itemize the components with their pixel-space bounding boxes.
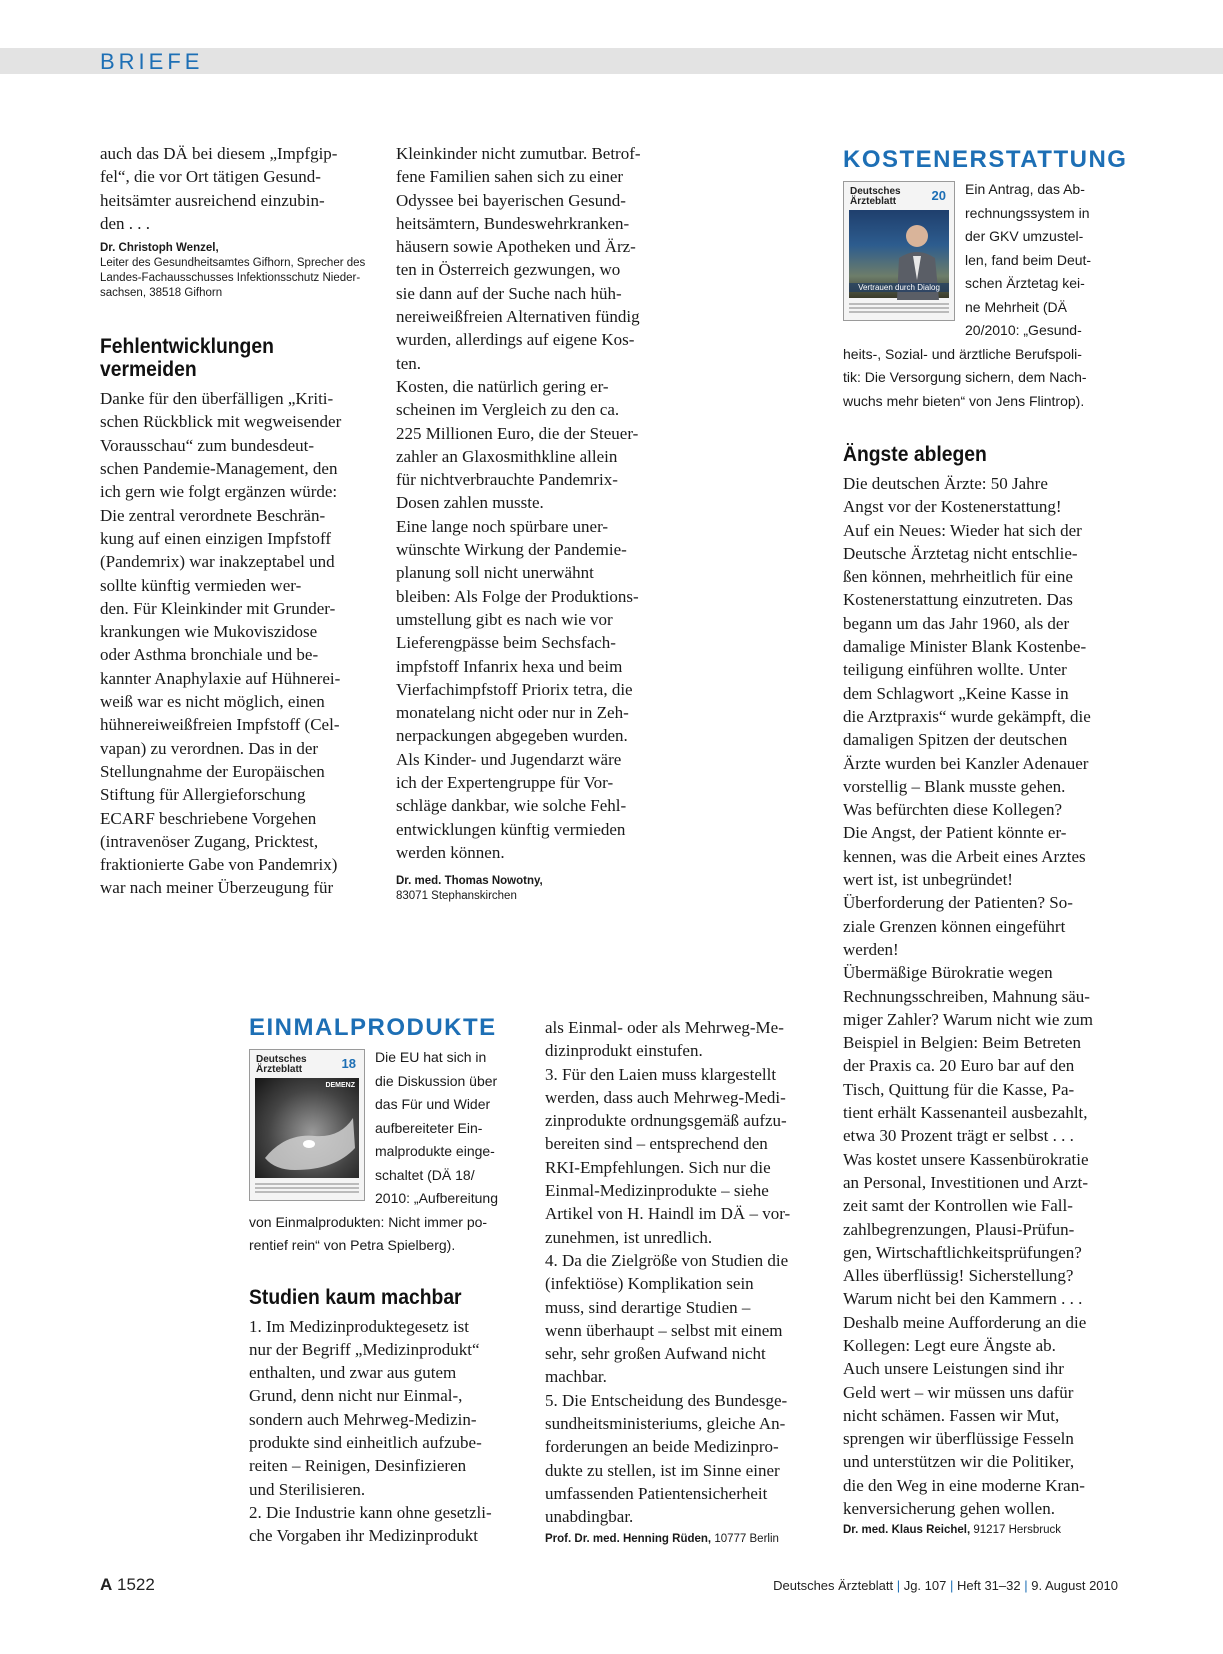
letter-heading-aengste: Ängste ablegen	[843, 443, 987, 466]
cover-issue-number: 18	[341, 1056, 356, 1071]
magazine-cover-18	[249, 1049, 365, 1201]
separator: |	[949, 1578, 954, 1593]
author-name: Dr. Christoph Wenzel,	[100, 242, 219, 255]
author-name: Dr. med. Klaus Reichel,	[843, 1524, 971, 1537]
intro-block	[843, 178, 1125, 413]
author-detail: 83071 Stephanskirchen	[396, 890, 517, 903]
author-detail: 91217 Hersbruck	[973, 1524, 1061, 1537]
author-rueden	[545, 1532, 825, 1547]
author-name: Prof. Dr. med. Henning Rüden,	[545, 1532, 712, 1545]
journal-name: Deutsches Ärzteblatt	[773, 1578, 894, 1593]
kicker-einmalprodukte: EINMALPRODUKTE	[249, 1014, 497, 1041]
cover-logo: Deutsches Ärzteblatt	[850, 186, 901, 207]
letter-body-studien-left: 1. Im Medizinproduktegesetz ist nur der Begriff „Medizinprodukt“ enthalten, und zwar aus gutem Grund, denn nicht nur Einmal-, sondern auch Mehrweg-Medizin- produkte sind einheitlich aufzube- reiten – Reinigen, Desinfizieren und Sterilisieren. 2. Die Industrie kann ohne gesetzli- che Vorgaben ihr Medizinprodukt	[249, 1316, 492, 1546]
intro-text: Die EU hat sich in die Diskussion über das Für und Wider aufbereiteter Ein- malprodukte einge- schaltet (DÄ 18/ 2010: „Aufbereitung von Einmalprodukten: Nicht immer po- rentief rein“ von Petra Spielberg).	[249, 1049, 498, 1253]
intro-text: Ein Antrag, das Ab- rechnungssystem in der GKV umzustel- len, fand beim Deut- schen Ärztetag kei- ne Mehrheit (DÄ 20/2010: „Gesund- heits-, Sozial- und ärztliche Berufspoli- tik: Die Versorgung sichern, dem Nach- wuchs mehr bieten“ von Jens Flintrop).	[843, 181, 1092, 409]
separator: |	[1024, 1578, 1028, 1593]
cover-issue-number: 20	[931, 188, 946, 203]
page-number: 1522	[117, 1575, 155, 1594]
letter-body-fehlentwicklungen: Danke für den überfälligen „Kriti- schen Rückblick mit wegweisender Vorausschau“ zum bundesdeut- schen Pandemie-Management, den ich gern wie folgt ergänzen würde: Die zentral verordnete Beschrän- kung auf einen einzigen Impfstoff (Pandemrix) war inakzeptabel und sollte künftig vermieden wer- den. Für Kleinkinder mit Grunder- krankungen wie Mukoviszidose oder Asthma bronchiale und be- kannter Anaphylaxie auf Hühnerei- weiß war es nicht möglich, einen hühnereiweißfreien Impfstoff (Cel- vapan) zu verordnen. Das in der Stellungnahme der Europäischen Stiftung für Allergieforschung ECARF beschriebene Vorgehen (intravenöser Zugang, Pricktest, fraktionierte Gabe von Pandemrix) war nach meiner Überzeugung für	[100, 389, 342, 898]
letter-heading-fehlentwicklungen: Fehlentwicklungen vermeiden	[100, 335, 274, 382]
cover-banner: Vertrauen durch Dialog	[849, 283, 949, 292]
kicker-kostenerstattung: KOSTENERSTATTUNG	[843, 146, 1128, 173]
author-wenzel	[100, 241, 370, 301]
journal-volume: Jg. 107	[903, 1578, 947, 1593]
einmal-right	[545, 1016, 825, 1547]
separator: |	[896, 1578, 901, 1593]
column-3	[843, 146, 1128, 1538]
section-label: BRIEFE	[100, 49, 204, 74]
journal-date: 9. August 2010	[1031, 1578, 1118, 1593]
einmal-left	[249, 1014, 529, 1547]
letter-heading-studien: Studien kaum machbar	[249, 1285, 462, 1309]
letter-body-aengste: Die deutschen Ärzte: 50 Jahre Angst vor der Kostenerstattung! Auf ein Neues: Wieder hat sich der Deutsche Ärztetag nicht entschlie- ßen können, mehrheitlich für eine Kostenerstattung einzutreten. Das begann um das Jahr 1960, als der damalige Minister Blank Kostenbe- teiligung einführen wollte. Unter dem Schlagwort „Keine Kasse in die Arztpraxis“ wurde gekämpft, die damaligen Spitzen der deutschen Ärzte wurden bei Kanzler Adenauer vorstellig – Blank musste gehen. Was befürchten diese Kollegen? Die Angst, der Patient könnte er- kennen, was die Arbeit eines Arztes wert ist, ist unbegründet! Überforderung der Patienten? So- ziale Grenzen können eingeführt werden! Übermäßige Bürokratie wegen Rechnungsschreiben, Mahnung säu- miger Zahler? Warum nicht wie zum Beispiel in Belgien: Beim Betreten der Praxis ca. 20 Euro bar auf den Tisch, Quittung für die Kasse, Pa- tient erhält Kassenanteil ausbezahlt, etwa 30 Prozent trägt er selbst . . . Was kostet unsere Kassenbürokratie an Personal, Investitionen und Arzt- zeit samt der Kontrollen wie Fall- zahlbegrenzungen, Plausi-Prüfun- gen, Wirtschaftlichkeitsprüfungen? Alles überflüssig! Sicherstellung? Warum nicht bei den Kammern . . . Deshalb meine Aufforderung an die Kollegen: Legt eure Ängste ab. Auch unsere Leistungen sind ihr Geld wert – wir müssen uns dafür nicht schämen. Fassen wir Mut, sprengen wir überflüssige Fesseln und unterstützen wir die Politiker, die den Weg in eine moderne Kran- kenversicherung gehen wollen.	[843, 474, 1093, 1519]
column-1	[100, 142, 370, 900]
letter-body-studien-right: als Einmal- oder als Mehrweg-Me- dizinprodukt einstufen. 3. Für den Laien muss klargestellt werden, dass auch Mehrweg-Medi- zinprodukte ordnungsgemäß aufzu- bereiten sind – entsprechend den RKI-Empfehlungen. Sich nur die Einmal-Medizinprodukte – siehe Artikel von H. Haindl im DÄ – vor- zunehmen, ist unredlich. 4. Da die Zielgröße von Studien die (infektiöse) Komplikation sein muss, sind derartige Studien – wenn überhaupt – selbst mit einem sehr, sehr großen Aufwand nicht machbar. 5. Die Entscheidung des Bundesge- sundheitsministeriums, gleiche An- forderungen an beide Medizinpro- dukte zu stellen, ist im Sinne einer umfassenden Patientensicherheit unabdingbar.	[545, 1018, 791, 1527]
cover-caption	[849, 303, 949, 315]
author-nowotny	[396, 874, 686, 904]
footer-citation	[773, 1578, 1118, 1593]
letter-body-continued: Kleinkinder nicht zumutbar. Betrof- fene Familien sahen sich zu einer Odyssee bei bayerischen Gesund- heitsämtern, Bundeswehrkranken- häusern sowie Apotheken und Ärz- ten in Österreich gezwungen, wo sie dann auf der Suche nach hüh- nereiweißfreien Alternativen fündig wurden, allerdings auf eigene Kos- ten. Kosten, die natürlich gering er- scheinen im Vergleich zu den ca. 225 Millionen Euro, die der Steuer- zahler an Glaxosmithkline allein für nichtverbrauchte Pandemrix- Dosen zahlen musste. Eine lange noch spürbare uner- wünschte Wirkung der Pandemie- planung soll nicht unerwähnt bleiben: Als Folge der Produktions- umstellung gibt es nach wie vor Lieferengpässe beim Sechsfach- impfstoff Infanrix hexa und beim Vierfachimpfstoff Priorix tetra, die monatelang nicht oder nur in Zeh- nerpackungen abgegeben wurden. Als Kinder- und Jugendarzt wäre ich der Expertengruppe für Vor- schläge dankbar, wie solche Fehl- entwicklungen künftig vermieden werden können.	[396, 144, 641, 862]
footer-page-number	[100, 1575, 155, 1595]
author-detail: Leiter des Gesundheitsamtes Gifhorn, Sprecher des Landes-Fachausschusses Infektionsschutz Nieder-sachsen, 38518 Gifhorn	[100, 257, 366, 300]
page-prefix: A	[100, 1575, 113, 1594]
magazine-cover-20	[843, 181, 955, 321]
journal-issue: Heft 31–32	[957, 1578, 1021, 1593]
cover-photo-icon	[849, 210, 949, 298]
author-name: Dr. med. Thomas Nowotny,	[396, 875, 543, 888]
column-2	[396, 142, 686, 904]
cover-caption	[255, 1183, 359, 1195]
author-detail: 10777 Berlin	[714, 1532, 779, 1545]
cover-banner: DEMENZ	[325, 1082, 355, 1089]
cover-photo-icon	[255, 1078, 359, 1178]
letter-intro-text: auch das DÄ bei diesem „Impfgip- fel“, die vor Ort tätigen Gesund- heitsämter ausreichend einzubin- den . . .	[100, 144, 338, 233]
author-reichel	[843, 1523, 1125, 1538]
intro-block	[249, 1046, 529, 1258]
cover-logo: Deutsches Ärzteblatt	[256, 1054, 307, 1075]
